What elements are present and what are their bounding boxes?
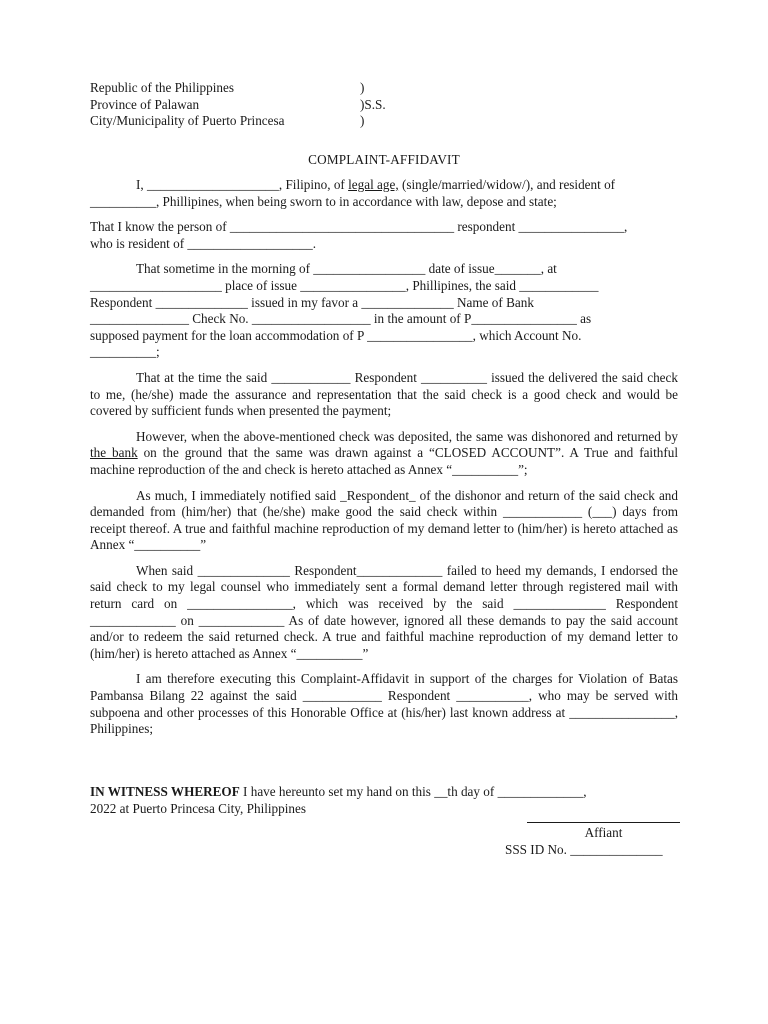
respondent-line-2: who is resident of ___________________. (90, 235, 317, 251)
witness-line-1: IN WITNESS WHEREOF I have hereunto set my hand on this __th day of _____________, (90, 784, 587, 799)
check-line-2: ____________________ place of issue ________________, Phillipines, the said ____________ (90, 277, 599, 293)
caption-row-republic (90, 80, 365, 97)
paragraph-endorsement: When said ______________ Respondent_____________ failed to heed my demands, I endorsed the said check to my legal counsel who immediately sent a formal demand letter through registered mail with return card on ________________, which was received by the said ______________ Respondent _____________ on _____________ As of date however, ignored all these demands to pay the said account and/or to redeem the said returned check. A true and faithful machine reproduction of my demand letter to (him/her) is hereto attached as Annex “__________” (90, 562, 678, 661)
check-line-3: Respondent ______________ issued in my favor a ______________ Name of Bank (90, 294, 534, 310)
caption-paren-3: ) (360, 113, 365, 128)
sss-id-field: SSS ID No. ______________ (505, 841, 663, 857)
paragraph-dishonor: However, when the above-mentioned check was deposited, the same was dishonored and returned by the bank on the ground that the same was drawn against a “CLOSED ACCOUNT”. A True and faithful machine reproduction of the and check is hereto attached as Annex “__________”; (90, 428, 679, 477)
caption-row-city (90, 113, 365, 130)
caption-city: City/Municipality of Puerto Princesa (90, 113, 285, 128)
caption-province: Province of Palawan (90, 96, 200, 112)
witness-heading: IN WITNESS WHEREOF (90, 784, 240, 799)
document-caption (90, 80, 386, 130)
identity-line-1: I, ____________________, Filipino, of legal age, (single/married/widow/), and resident of (136, 177, 616, 192)
paragraph-check-details (90, 261, 678, 361)
paragraph-assurance: That at the time the said ____________ Respondent __________ issued the delivered the said check to me, (he/she) made the assurance and representation that the said check is a good check and would be covered by sufficient funds when presented the payment; (90, 369, 678, 419)
respondent-line-1: That I know the person of __________________________________ respondent ________________, (90, 219, 628, 235)
check-line-5: supposed payment for the loan accommodation of P ________________, which Account No. (90, 327, 582, 343)
signature-block (505, 822, 680, 858)
legal-age-text: legal age, (348, 177, 399, 192)
check-line-6: __________; (90, 344, 160, 360)
witness-line-2: 2022 at Puerto Princesa City, Philippines (90, 800, 306, 816)
affidavit-body (90, 177, 678, 747)
caption-paren-1: ) (360, 80, 365, 95)
paragraph-respondent (90, 219, 678, 252)
caption-republic: Republic of the Philippines (90, 80, 234, 95)
the-bank-text: the bank (90, 445, 138, 461)
paragraph-demand: As much, I immediately notified said _Respondent_ of the dishonor and return of the said check and demanded from (him/her) that (he/she) make good the said check within ____________ (___) days from receipt thereof. A true and faithful machine reproduction of my demand letter to (him/her) is hereto attached as Annex “__________” (90, 487, 678, 553)
paragraph-identity (90, 177, 678, 210)
check-line-1: That sometime in the morning of _________________ date of issue_______, at (136, 261, 557, 277)
check-line-4: _______________ Check No. __________________ in the amount of P________________ as (90, 311, 592, 327)
affiant-label: Affiant (584, 825, 623, 840)
paragraph-execution: I am therefore executing this Complaint-Affidavit in support of the charges for Violation of Batas Pambansa Bilang 22 against the said ____________ Respondent ___________, who may be served with subpoena and other processes of this Honorable Office at (his/her) last known address at ________________, Philippines; (90, 671, 678, 737)
caption-row-province (90, 96, 386, 114)
document-title: COMPLAINT-AFFIDAVIT (308, 152, 460, 167)
caption-paren-ss: )S.S. (360, 96, 386, 112)
identity-line-2: __________, Phillipines, when being sworn to in accordance with law, depose and state; (90, 193, 557, 209)
witness-clause (90, 784, 690, 817)
